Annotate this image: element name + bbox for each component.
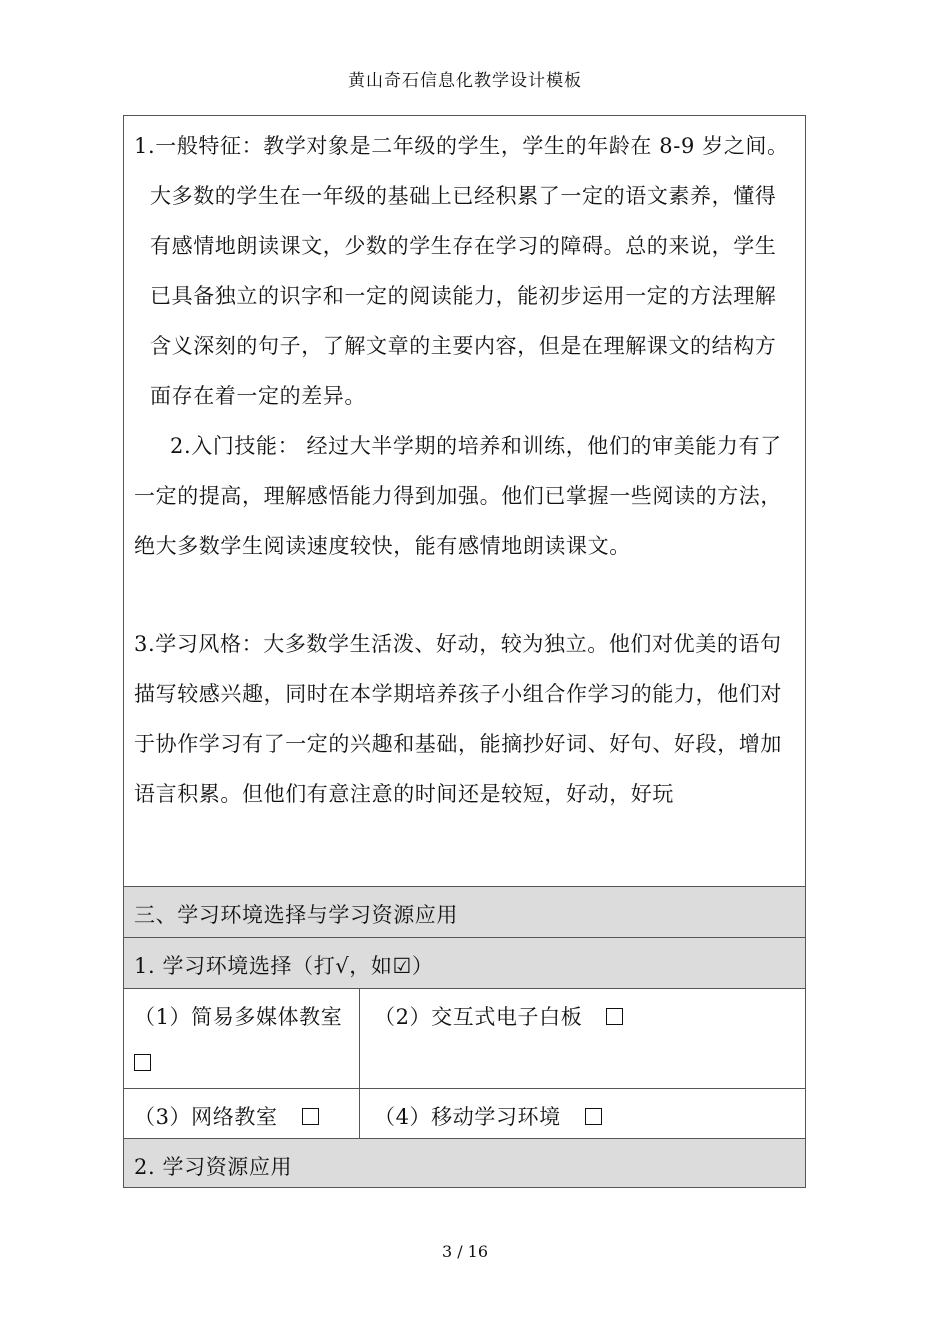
column-divider: [359, 989, 360, 1088]
text-line: 语言积累。但他们有意注意的时间还是较短，好动，好玩: [134, 782, 674, 806]
env-options-row-2: [124, 1088, 805, 1138]
text-line: 3.学习风格：大多数学生活泼、好动，较为独立。他们对优美的语句: [134, 632, 782, 656]
document-header: 黄山奇石信息化教学设计模板: [348, 71, 582, 91]
text-line: 于协作学习有了一定的兴趣和基础，能摘抄好词、好句、好段，增加: [134, 732, 782, 756]
section3-header-row: [124, 886, 805, 937]
column-divider: [359, 1089, 360, 1138]
option-network-classroom-checkbox[interactable]: [302, 1108, 319, 1125]
text-line: 描写较感兴趣，同时在本学期培养孩子小组合作学习的能力，他们对: [134, 682, 782, 706]
text-line: 1.一般特征：教学对象是二年级的学生，学生的年龄在 8-9 岁之间。: [134, 134, 789, 158]
resources-heading-row: [124, 1138, 805, 1187]
text-line: 已具备独立的识字和一定的阅读能力，能初步运用一定的方法理解: [150, 284, 777, 308]
text-line: 含义深刻的句子，了解文章的主要内容，但是在理解课文的结构方: [150, 334, 777, 358]
env-options-row-1: [124, 988, 805, 1088]
text-line: 绝大多数学生阅读速度较快，能有感情地朗读课文。: [134, 534, 631, 558]
option-interactive-whiteboard-checkbox[interactable]: [606, 1008, 623, 1025]
design-table: [123, 115, 806, 1188]
text-line: 面存在着一定的差异。: [150, 384, 366, 408]
option-mobile-learning-checkbox[interactable]: [585, 1108, 602, 1125]
text-line: 有感情地朗读课文，少数的学生存在学习的障碍。总的来说，学生: [150, 234, 777, 258]
resources-heading: 2. 学习资源应用: [134, 1155, 293, 1179]
option-simple-multimedia-label: （1）简易多媒体教室: [134, 1005, 343, 1029]
env-heading: 1. 学习环境选择（打√，如☑）: [134, 954, 434, 978]
page-number: 3 / 16: [441, 1242, 489, 1261]
option-simple-multimedia-checkbox[interactable]: [134, 1054, 151, 1071]
text-line: 一定的提高，理解感悟能力得到加强。他们已掌握一些阅读的方法，: [134, 484, 782, 508]
text-line: 2.入门技能： 经过大半学期的培养和训练，他们的审美能力有了: [170, 434, 782, 458]
option-interactive-whiteboard-label: （2）交互式电子白板: [374, 1005, 583, 1029]
text-line: 大多数的学生在一年级的基础上已经积累了一定的语文素养，懂得: [150, 184, 777, 208]
option-mobile-learning-label: （4）移动学习环境: [374, 1105, 561, 1129]
section3-title: 三、学习环境选择与学习资源应用: [134, 903, 458, 927]
learner-analysis-cell: [124, 116, 805, 886]
env-heading-row: [124, 937, 805, 988]
option-network-classroom-label: （3）网络教室: [134, 1105, 278, 1129]
